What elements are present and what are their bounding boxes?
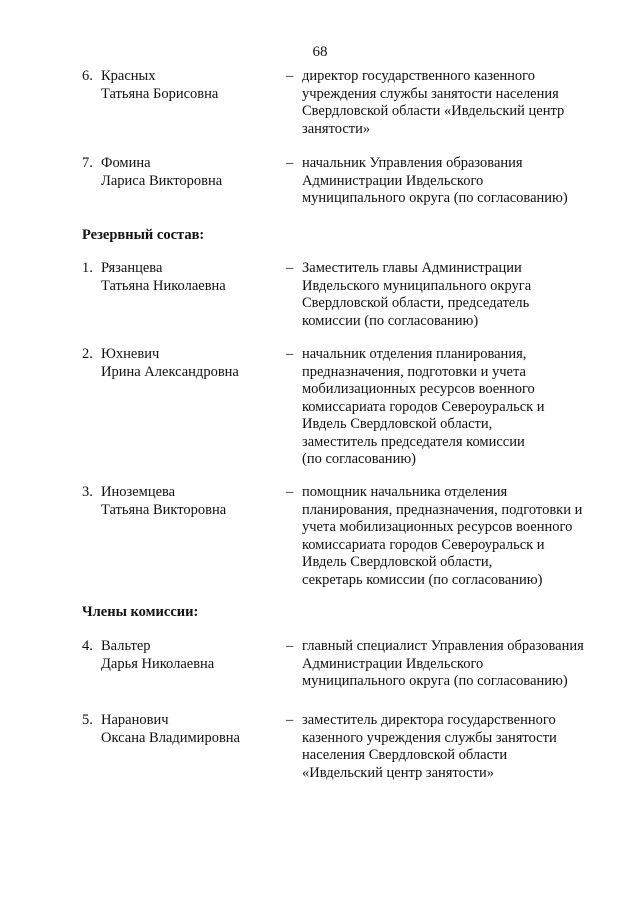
description-line: Свердловской области, председатель [302, 295, 530, 311]
person-name [101, 484, 276, 519]
description-line: Свердловской области «Ивдельский центр [302, 103, 565, 119]
description-line: планирования, предназначения, подготовки и [302, 501, 583, 518]
position-description [302, 484, 602, 589]
description-line: Ивдельского муниципального округа [302, 277, 532, 294]
description-line: помощник начальника отделения [302, 484, 508, 500]
given-names: Татьяна Борисовна [101, 85, 219, 102]
item-number: 4. [82, 638, 93, 654]
dash: – [286, 260, 294, 276]
person-name [101, 346, 276, 381]
description-line: комиссариата городов Североуральск и [302, 398, 545, 415]
page-number: 68 [312, 44, 328, 60]
surname: Красных [101, 68, 156, 84]
description-line: учета мобилизационных ресурсов военного [302, 519, 573, 535]
position-description [302, 712, 602, 782]
dash: – [286, 712, 294, 728]
given-names: Дарья Николаевна [101, 655, 215, 672]
surname: Юхневич [101, 346, 160, 362]
description-line: учреждения службы занятости населения [302, 85, 559, 102]
description-line: Заместитель главы Администрации [302, 260, 522, 276]
description-line: Администрации Ивдельского [302, 172, 484, 189]
surname: Рязанцева [101, 260, 163, 276]
description-line: муниципального округа (по согласованию) [302, 190, 568, 206]
description-line: предназначения, подготовки и учета [302, 363, 526, 380]
description-line: главный специалист Управления образования [302, 638, 584, 654]
dash: – [286, 346, 294, 362]
item-number: 7. [82, 155, 93, 171]
dash: – [286, 155, 294, 171]
dash: – [286, 638, 294, 654]
description-line: населения Свердловской области [302, 747, 508, 763]
given-names: Оксана Владимировна [101, 729, 240, 746]
person-name [101, 155, 276, 190]
item-number: 3. [82, 484, 93, 500]
description-line: занятости» [302, 120, 371, 137]
dash: – [286, 484, 294, 500]
person-name [101, 68, 276, 103]
item-number: 1. [82, 260, 93, 276]
surname: Наранович [101, 712, 169, 728]
description-line: начальник Управления образования [302, 155, 523, 171]
description-line: «Ивдельский центр занятости» [302, 764, 494, 781]
section-heading-reserve: Резервный состав: [82, 227, 205, 243]
surname: Вальтер [101, 638, 151, 654]
description-line: Ивдель Свердловской области, [302, 416, 493, 432]
description-line: муниципального округа (по согласованию) [302, 673, 568, 689]
description-line: секретарь комиссии (по согласованию) [302, 571, 543, 588]
given-names: Лариса Викторовна [101, 172, 223, 189]
surname: Иноземцева [101, 484, 176, 500]
item-number: 6. [82, 68, 93, 84]
person-name [101, 638, 276, 673]
description-line: мобилизационных ресурсов военного [302, 381, 535, 397]
given-names: Татьяна Николаевна [101, 277, 226, 294]
given-names: Татьяна Викторовна [101, 501, 227, 518]
description-line: казенного учреждения службы занятости [302, 729, 557, 746]
position-description [302, 638, 602, 691]
description-line: директор государственного казенного [302, 68, 536, 84]
position-description [302, 155, 602, 208]
section-heading-members: Члены комиссии: [82, 604, 199, 620]
person-name [101, 712, 276, 747]
description-line: Администрации Ивдельского [302, 655, 484, 672]
surname: Фомина [101, 155, 151, 171]
given-names: Ирина Александровна [101, 363, 239, 380]
item-number: 2. [82, 346, 93, 362]
description-line: заместитель председателя комиссии [302, 433, 525, 450]
description-line: Ивдель Свердловской области, [302, 554, 493, 570]
person-name [101, 260, 276, 295]
description-line: заместитель директора государственного [302, 712, 556, 728]
dash: – [286, 68, 294, 84]
description-line: начальник отделения планирования, [302, 346, 527, 362]
description-line: комиссариата городов Североуральск и [302, 536, 545, 553]
position-description [302, 68, 602, 138]
position-description [302, 260, 602, 330]
description-line: комиссии (по согласованию) [302, 312, 479, 329]
position-description [302, 346, 602, 469]
description-line: (по согласованию) [302, 451, 416, 467]
item-number: 5. [82, 712, 93, 728]
